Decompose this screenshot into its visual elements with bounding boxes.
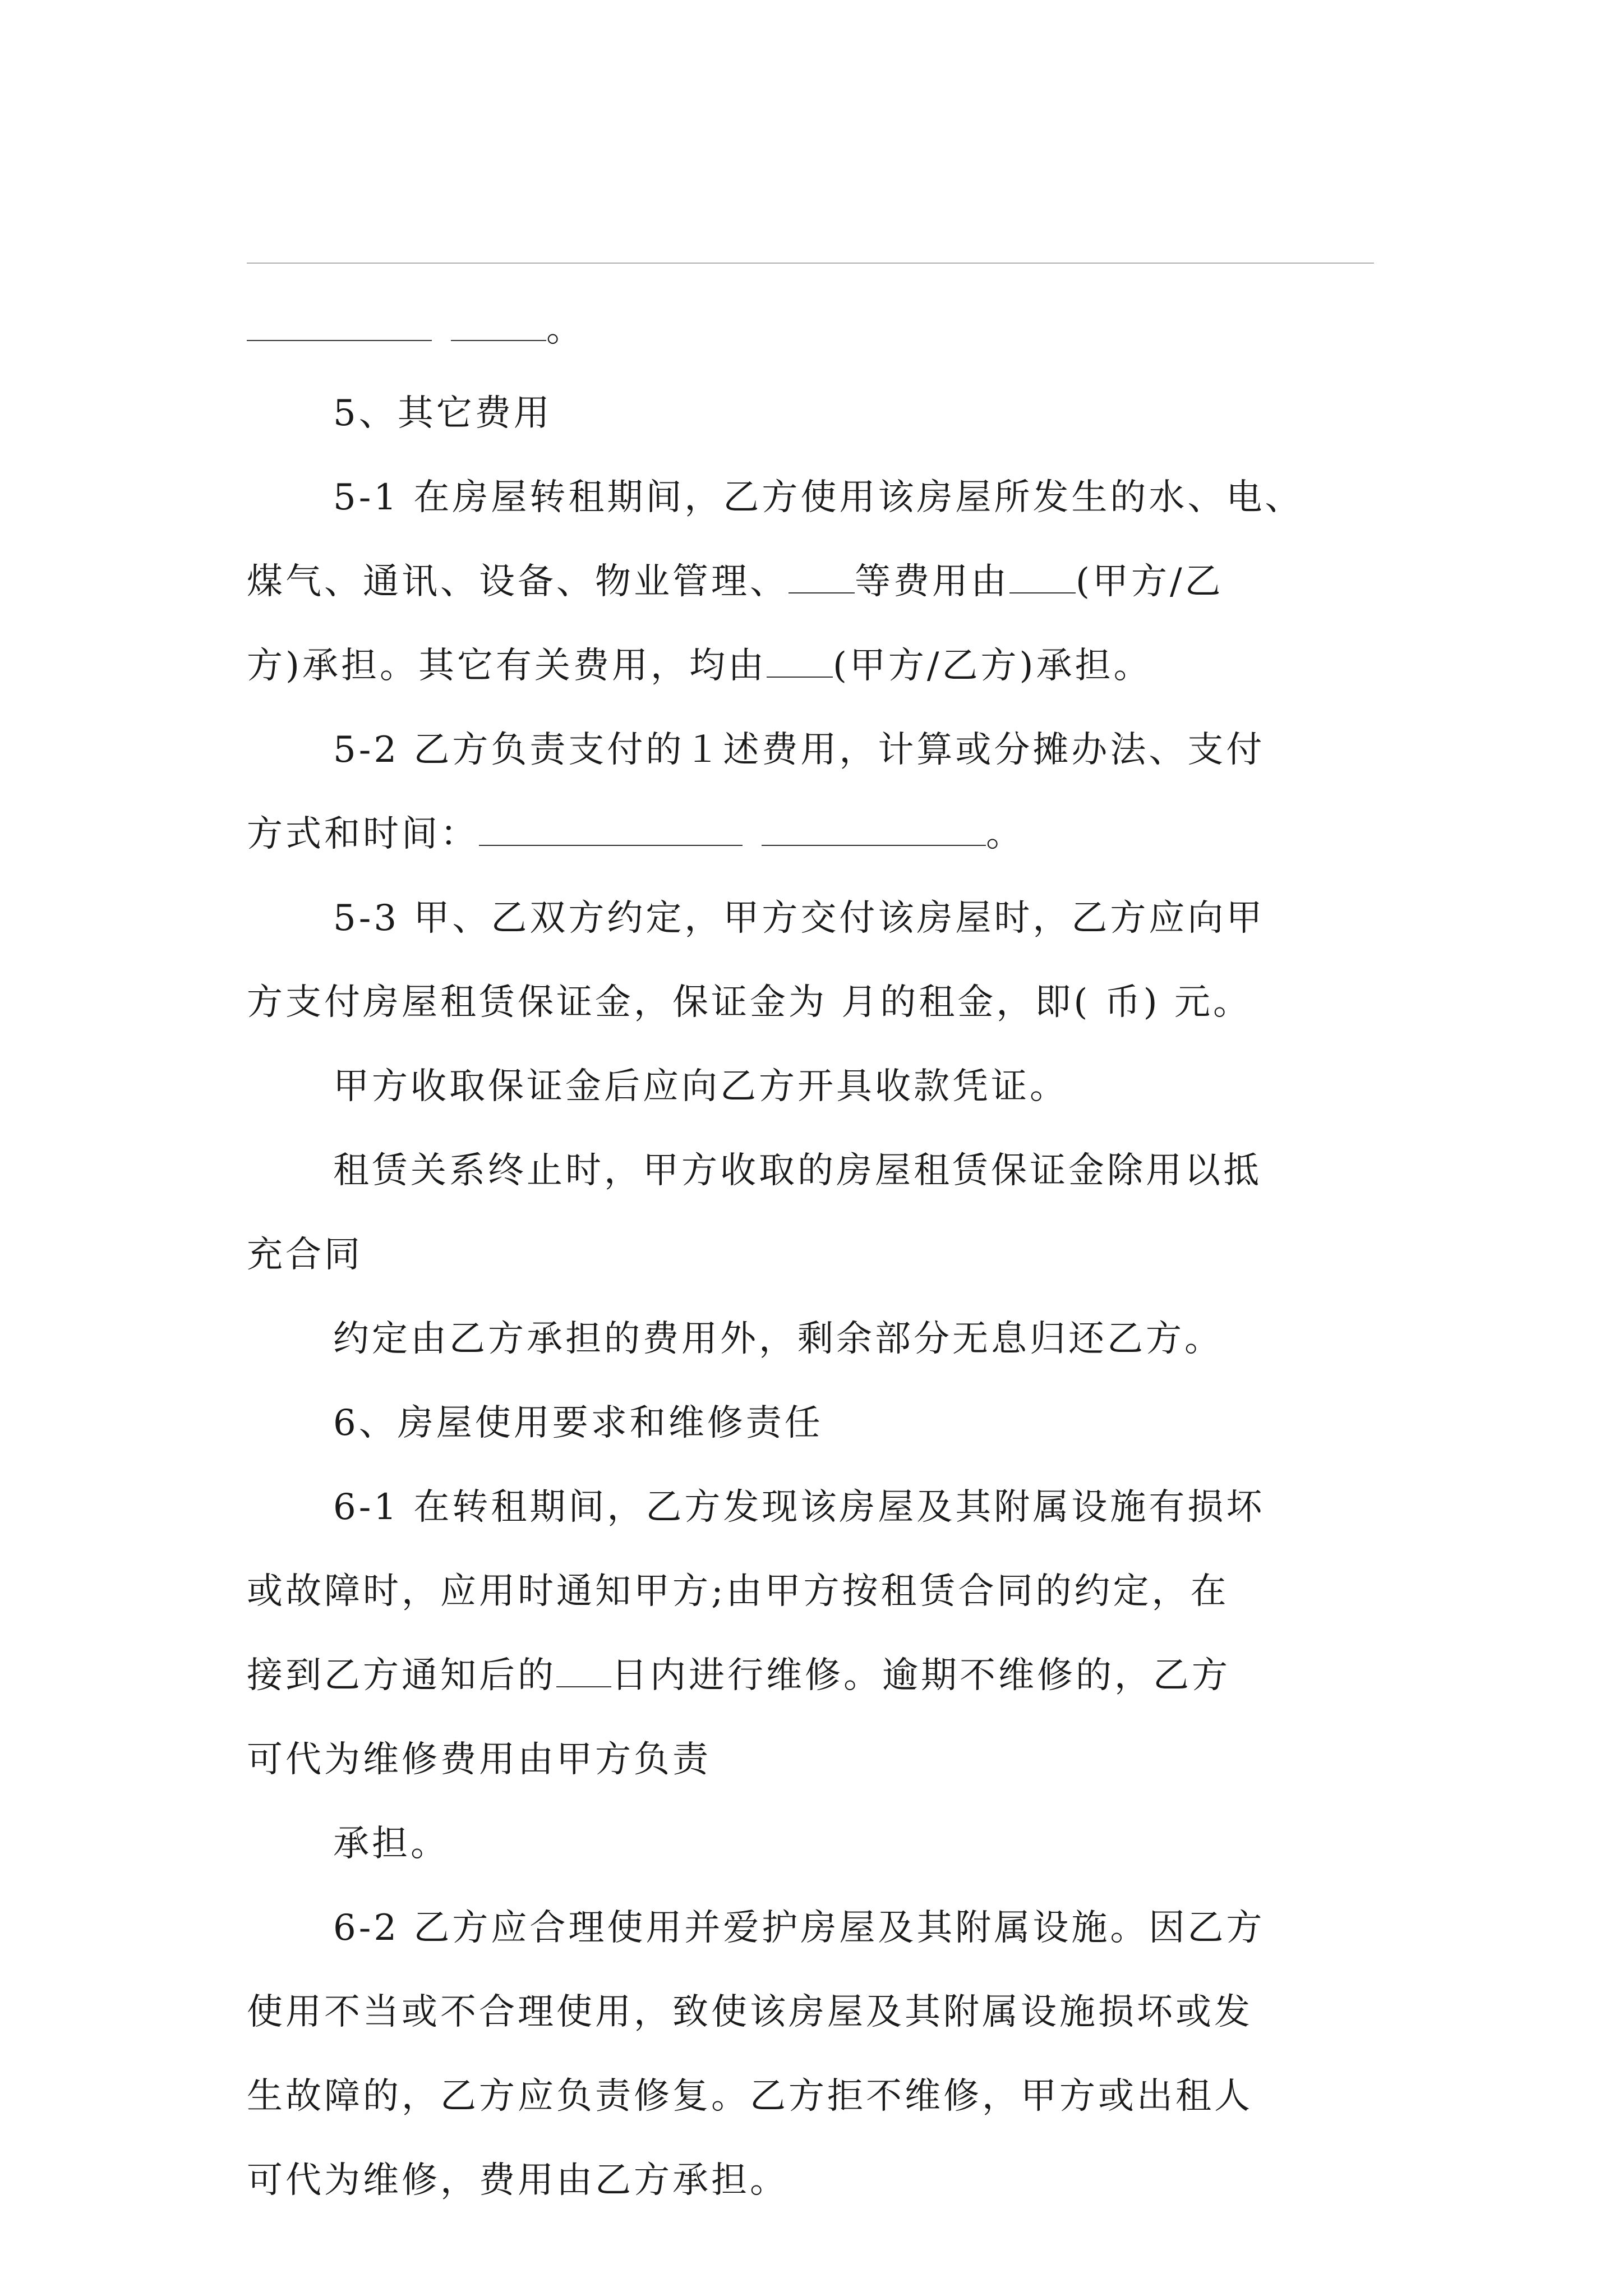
text-segment: 承担。 [333,1823,449,1865]
text-line [247,960,1396,1045]
text-line-5-1 [247,455,1396,540]
text-segment: 。 [986,813,1025,855]
fill-blank [1009,564,1076,593]
text-segment: 方式和时间： [247,813,479,855]
text-segment: 生故障的，乙方应负责修复。乙方拒不维修，甲方或出租人 [247,2076,1253,2117]
text-segment: 日内进行维修。逾期不维修的，乙方 [611,1655,1230,1696]
text-line [247,1718,1396,1802]
text-line [247,1802,1396,1886]
text-segment: 租赁关系终止时，甲方收取的房屋租赁保证金除用以抵 [333,1150,1262,1191]
text-segment: 可代为维修，费用由乙方承担。 [247,2160,789,2201]
text-segment: 可代为维修费用由甲方负责 [247,1739,711,1780]
fill-blank [556,1658,611,1687]
text-line [247,1970,1396,2054]
text-segment: 。 [546,309,585,350]
section-heading-5 [247,371,1396,455]
section-heading-6 [247,1381,1396,1465]
text-segment: (甲方/乙方)承担。 [832,645,1152,687]
text-line [247,540,1396,624]
text-line [247,1549,1396,1634]
text-segment: 6-1 在转租期间，乙方发现该房屋及其附属设施有损坏 [333,1487,1265,1528]
text-line [247,1297,1396,1381]
text-segment: 6-2 乙方应合理使用并爱护房屋及其附属设施。因乙方 [333,1907,1265,1949]
fill-blank [789,564,855,593]
text-segment: 方支付房屋租赁保证金，保证金为 月的租金，即( 币) 元。 [247,982,1252,1023]
text-line [247,1129,1396,1213]
text-segment: 接到乙方通知后的 [247,1655,556,1696]
text-segment: 5-3 甲、乙双方约定，甲方交付该房屋时，乙方应向甲 [333,898,1265,939]
document-body [247,287,1396,2223]
text-line [247,1045,1396,1129]
fill-blank [762,817,986,846]
text-segment: (甲方/乙 [1076,561,1224,602]
text-line [247,792,1396,876]
text-segment: 5、其它费用 [333,393,552,434]
text-line [247,1213,1396,1297]
text-line [247,1634,1396,1718]
text-line [247,2138,1396,2223]
text-segment: 6、房屋使用要求和维修责任 [333,1402,823,1444]
text-segment: 煤气、通讯、设备、物业管理、 [247,561,789,602]
text-segment: 充合同 [247,1234,363,1276]
text-segment: 使用不当或不合理使用，致使该房屋及其附属设施损坏或发 [247,1991,1253,2033]
text-segment: 等费用由 [855,561,1009,602]
text-segment: 甲方收取保证金后应向乙方开具收款凭证。 [333,1066,1068,1107]
fill-blank [247,312,432,341]
text-segment: 5-1 在房屋转租期间，乙方使用该房屋所发生的水、电、 [333,477,1304,518]
fill-blank [479,817,743,846]
text-segment: 或故障时，应用时通知甲方;由甲方按租赁合同的约定，在 [247,1571,1229,1612]
text-line-6-2 [247,1886,1396,1970]
text-segment: 5-2 乙方负责支付的１述费用，计算或分摊办法、支付 [333,729,1265,771]
text-line-5-2 [247,708,1396,792]
top-fill-line [247,263,1374,264]
text-line-5-3 [247,876,1396,960]
text-line-1 [247,287,1396,371]
text-line [247,624,1396,708]
text-line [247,2054,1396,2138]
fill-blank [451,312,546,341]
fill-blank [767,648,833,678]
text-segment: 方)承担。其它有关费用，均由 [247,645,767,687]
text-segment: 约定由乙方承担的费用外，剩余部分无息归还乙方。 [333,1318,1223,1360]
text-line-6-1 [247,1465,1396,1549]
